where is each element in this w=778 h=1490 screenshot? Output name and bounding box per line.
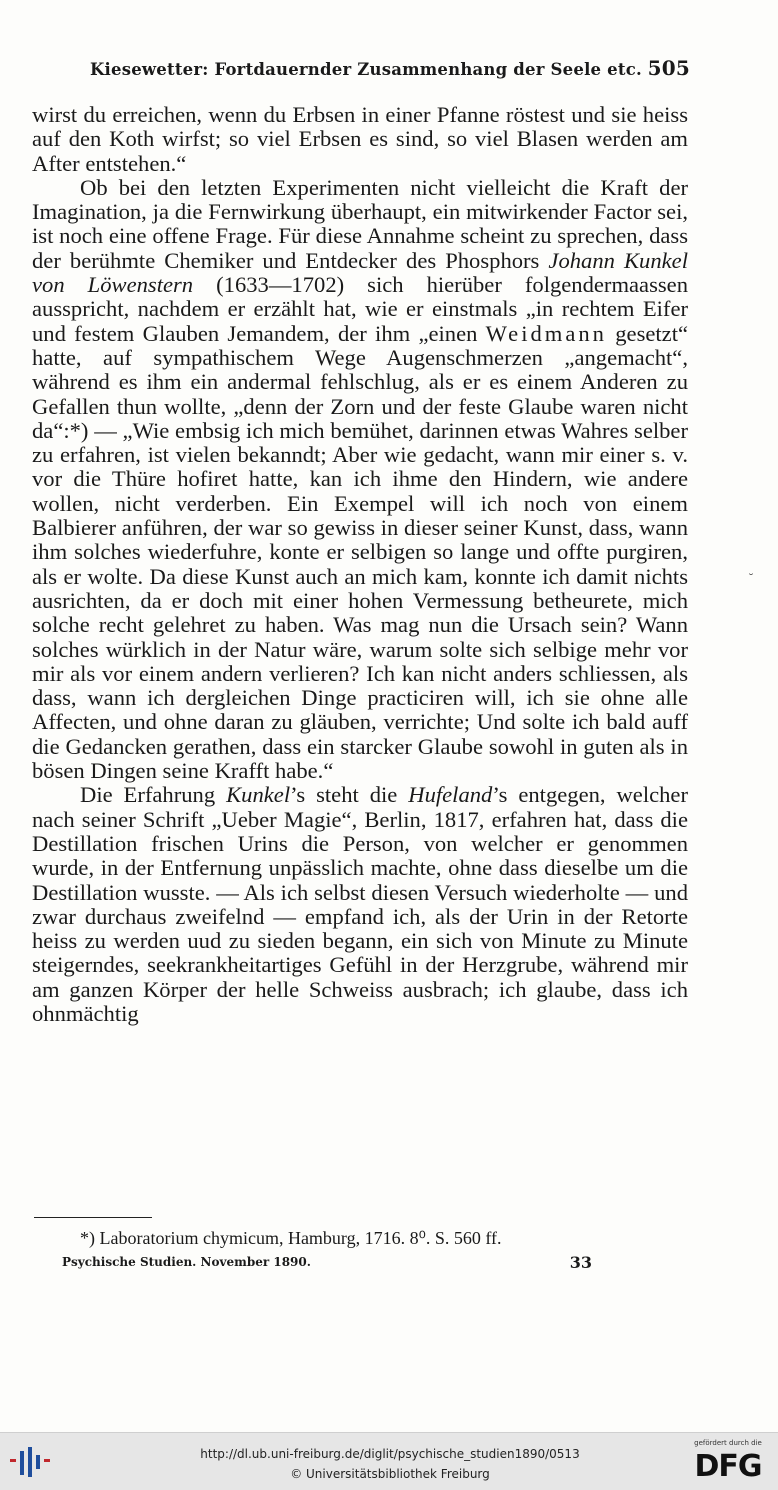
paragraph-2-part-b: (1633—1702) sich hierüber folgendermaassen ausspricht, nachdem er erzählt hat, wie er einstmals „in rechtem Eifer und festem Glauben Jemandem, der ihm „einen	[32, 272, 688, 346]
paragraph-3-part-b: ’s steht die	[290, 782, 409, 808]
print-signature-line	[62, 1255, 622, 1277]
dfg-logo[interactable]: DFG	[694, 1449, 762, 1484]
permalink-url[interactable]: http://dl.ub.uni-freiburg.de/diglit/psychische_studien1890/0513	[200, 1447, 580, 1461]
paragraph-3	[32, 783, 688, 1026]
name-hufeland: Hufeland	[408, 782, 493, 808]
paragraph-2-part-c: gesetzt“ hatte, auf sympathischem Wege Augenschmerzen „angemacht“, während es ihm ein andermal fehlschlug, als er es einem Anderen zu Gefallen thun wollte, „denn der Zorn und der feste Glaube waren nicht da“:*) — „Wie embsig ich mich bemühet, darinnen etwas Wahres selber zu erfahren, ist vielen bekanndt; Aber wie gedacht, wann mir einer s. v. vor die Thüre hofiret hatte, kan ich ihme den Hindern, wie andere wollen, nicht verderben. Ein Exempel will ich noch von einem Balbierer anführen, der war so gewiss in dieser seiner Kunst, dass, wann ihm solches wiederfuhre, konte er selbigen so lange und offte purgiren, als er wolte. Da diese Kunst auch an mich kam, konnte ich damit nichts ausrichten, da er doch mit einer hohen Vermessung betheurete, mich solche recht gelehret zu haben. Was mag nun die Ursach sein? Wann solches würklich in der Natur wäre, warum solte sich selbige mehr vor mir als vor einem andern verlieren? Ich kan nicht anders schliessen, als dass, wann ich dergleichen Dinge practiciren will, ich sie ohne alle Affecten, und ohne daran zu gläuben, verrichte; Und solte ich bald auff die Gedancken gerathen, dass ein starcker Glaube sowohl in guten als in bösen Dingen seine Krafft habe.“	[32, 320, 688, 784]
body-text	[32, 103, 688, 1026]
spaced-word-weidmann: Weidmann	[485, 320, 607, 346]
name-kunkel: Kunkel	[226, 782, 291, 808]
paragraph-1	[32, 103, 688, 176]
journal-line: Psychische Studien. November 1890.	[62, 1255, 311, 1269]
paragraph-1-text: wirst du erreichen, wenn du Erbsen in einer Pfanne röstest und sie heiss auf den Koth wirfst; so viel Erbsen es sind, so viel Blasen werden am After entstehen.“	[32, 102, 688, 176]
paragraph-2	[32, 176, 688, 783]
ub-freiburg-logo-icon[interactable]	[10, 1445, 50, 1479]
running-header	[90, 56, 690, 86]
paragraph-3-part-a: Die Erfahrung	[80, 782, 227, 808]
footnote: *) Laboratorium chymicum, Hamburg, 1716. 8⁰. S. 560 ff.	[80, 1228, 502, 1248]
footnote-rule	[34, 1217, 152, 1218]
copyright-notice: © Universitätsbibliothek Freiburg	[290, 1467, 490, 1481]
name-kunkel-von-loewenstern: Johann Kunkel von Löwenstern	[32, 247, 688, 298]
paragraph-2-part-a: Ob bei den letzten Experimenten nicht vielleicht die Kraft der Imagination, ja die Fernwirkung überhaupt, ein mitwirkender Factor sei, ist noch eine offene Frage. Für diese Annahme scheint zu sprechen, dass der berühmte Chemiker und Entdecker des Phosphors	[32, 174, 688, 273]
funder-note: gefördert durch die	[694, 1439, 762, 1447]
viewer-footer-bar	[0, 1432, 778, 1490]
paragraph-3-part-c: ’s entgegen, welcher nach seiner Schrift „Ueber Magie“, Berlin, 1817, erfahren hat, dass die Destillation frischen Urins die Person, von welcher er genommen wurde, in der Entfernung unpässlich machte, ohne dass dieselbe um die Destillation wusste. — Als ich selbst diesen Versuch wiederholte — und zwar durchaus zweifelnd — empfand ich, als der Urin in der Retorte heiss zu werden uud zu sieden begann, ein sich von Minute zu Minute steigerndes, seekrankheitartiges Gefühl in der Herzgrube, während mir am ganzen Körper der helle Schweiss ausbrach; ich glaube, dass ich ohnmächtig	[32, 782, 688, 1026]
margin-mark: ˘	[748, 572, 754, 586]
running-title: Kiesewetter: Fortdauernder Zusammenhang der Seele etc.	[90, 60, 642, 79]
sheet-signature: 33	[569, 1253, 592, 1272]
page-number: 505	[647, 56, 690, 80]
